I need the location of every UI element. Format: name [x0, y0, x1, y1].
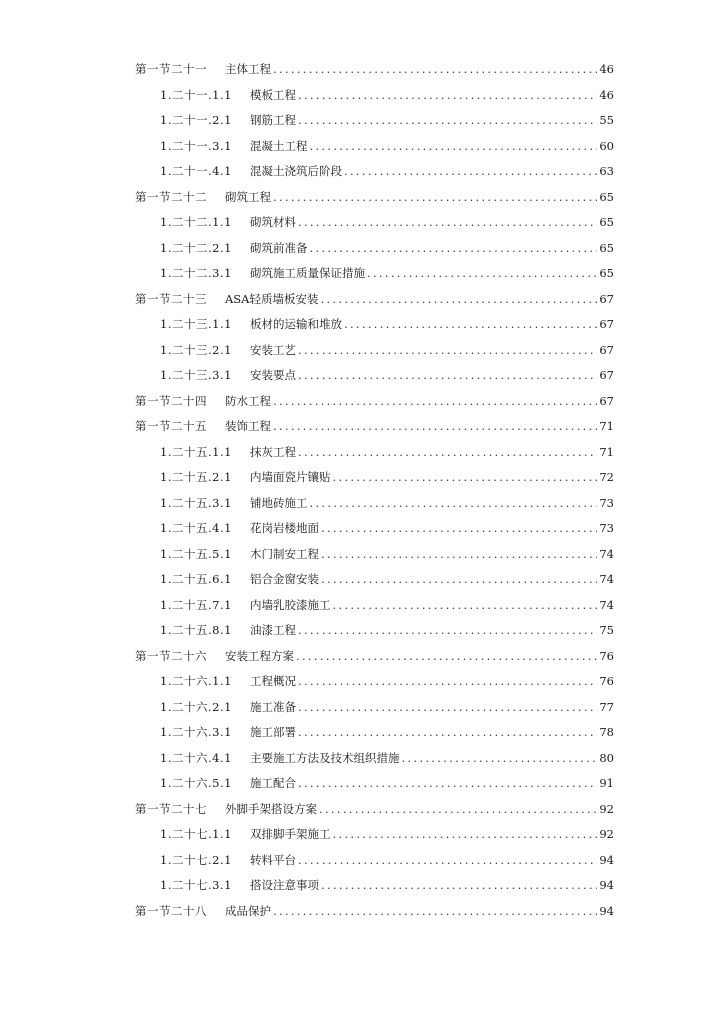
toc-entry-page-number: 65: [599, 189, 614, 204]
toc-entry-page-number: 92: [599, 801, 614, 816]
toc-entry-number: 第一节二十六: [135, 648, 207, 663]
toc-subsection-entry[interactable]: [0, 109, 724, 135]
toc-entry-title: 成品保护: [225, 903, 271, 918]
toc-entry-page-number: 94: [599, 878, 614, 892]
toc-entry-body: [250, 880, 614, 892]
toc-entry-page-number: 74: [599, 597, 614, 612]
toc-entry-number: 1.二十五.7.1: [160, 597, 232, 612]
toc-entry-title: 内墙乳胶漆施工: [250, 597, 331, 612]
dot-leader: [310, 141, 598, 153]
toc-entry-page-number: 76: [599, 648, 614, 663]
toc-entry-body: [250, 852, 614, 867]
toc-subsection-entry[interactable]: [0, 262, 724, 288]
toc-entry-body: [250, 750, 614, 765]
toc-entry-title: 混凝土工程: [250, 138, 308, 153]
toc-entry-body: [250, 778, 614, 790]
toc-entry-body: [225, 421, 614, 433]
toc-entry-body: [250, 523, 614, 535]
toc-entry-title: 工程概况: [250, 674, 296, 688]
toc-subsection-entry[interactable]: [0, 849, 724, 875]
dot-leader: [321, 574, 597, 586]
toc-entry-number: 1.二十一.3.1: [160, 138, 232, 153]
dot-leader: [298, 345, 597, 357]
dot-leader: [333, 829, 598, 841]
toc-entry-page-number: 67: [599, 342, 614, 357]
toc-entry-title: 砌筑施工质量保证措施: [250, 266, 365, 280]
toc-entry-title: 砌筑材料: [250, 215, 296, 229]
toc-entry-page-number: 67: [599, 393, 614, 408]
toc-entry-title: 外脚手架搭设方案: [225, 801, 317, 816]
toc-subsection-entry[interactable]: [0, 339, 724, 365]
toc-subsection-entry[interactable]: [0, 517, 724, 543]
toc-section-entry[interactable]: [0, 645, 724, 671]
toc-entry-body: [250, 727, 614, 739]
toc-entry-page-number: 74: [599, 546, 614, 561]
toc-subsection-entry[interactable]: [0, 823, 724, 849]
toc-entry-title: 砌筑工程: [225, 189, 271, 204]
toc-entry-body: [225, 648, 614, 663]
toc-entry-body: [250, 444, 614, 459]
toc-entry-page-number: 77: [599, 699, 614, 714]
dot-leader: [298, 727, 597, 739]
toc-entry-body: [250, 546, 614, 561]
toc-entry-title: 板材的运输和堆放: [250, 317, 342, 331]
toc-entry-body: [250, 829, 614, 841]
toc-subsection-entry[interactable]: [0, 135, 724, 161]
dot-leader: [298, 702, 597, 714]
toc-subsection-entry[interactable]: [0, 441, 724, 467]
dot-leader: [298, 625, 597, 637]
toc-entry-title: 安装工程方案: [225, 648, 294, 663]
toc-subsection-entry[interactable]: [0, 237, 724, 263]
dot-leader: [298, 447, 597, 459]
dot-leader: [321, 294, 598, 306]
toc-entry-page-number: 63: [599, 164, 614, 178]
toc-entry-number: 1.二十五.8.1: [160, 623, 232, 637]
dot-leader: [402, 753, 598, 765]
toc-entry-number: 第一节二十三: [135, 291, 207, 306]
toc-entry-number: 1.二十五.6.1: [160, 572, 232, 586]
toc-entry-number: 第一节二十四: [135, 393, 207, 408]
toc-section-entry[interactable]: [0, 390, 724, 416]
toc-entry-title: 木门制安工程: [250, 546, 319, 561]
toc-entry-page-number: 67: [599, 291, 614, 306]
toc-section-entry[interactable]: [0, 186, 724, 212]
toc-entry-body: [250, 166, 614, 178]
toc-entry-body: [225, 903, 614, 918]
toc-entry-body: [250, 495, 614, 510]
toc-subsection-entry[interactable]: [0, 696, 724, 722]
toc-entry-number: 1.二十三.2.1: [160, 342, 232, 357]
toc-subsection-entry[interactable]: [0, 466, 724, 492]
toc-entry-number: 第一节二十二: [135, 189, 207, 204]
toc-entry-body: [250, 87, 614, 102]
toc-entry-page-number: 67: [599, 368, 614, 382]
toc-entry-page-number: 74: [599, 572, 614, 586]
table-of-contents: [0, 58, 724, 925]
toc-subsection-entry[interactable]: [0, 211, 724, 237]
toc-entry-page-number: 65: [599, 240, 614, 255]
dot-leader: [321, 549, 597, 561]
toc-entry-title: 模板工程: [250, 87, 296, 102]
dot-leader: [321, 523, 597, 535]
toc-entry-body: [250, 217, 614, 229]
toc-entry-page-number: 71: [599, 444, 614, 459]
toc-entry-body: [250, 574, 614, 586]
dot-leader: [298, 217, 597, 229]
toc-subsection-entry[interactable]: [0, 364, 724, 390]
toc-entry-title: 主体工程: [225, 62, 271, 76]
toc-section-entry[interactable]: [0, 798, 724, 824]
toc-entry-title: 主要施工方法及技术组织措施: [250, 750, 400, 765]
dot-leader: [344, 319, 597, 331]
toc-entry-page-number: 91: [599, 776, 614, 790]
toc-entry-number: 1.二十一.1.1: [160, 87, 232, 102]
dot-leader: [273, 192, 597, 204]
toc-entry-page-number: 80: [599, 750, 614, 765]
toc-entry-page-number: 78: [599, 725, 614, 739]
toc-entry-body: [250, 699, 614, 714]
dot-leader: [298, 855, 597, 867]
toc-entry-body: [225, 291, 614, 306]
toc-entry-page-number: 71: [599, 419, 614, 433]
toc-subsection-entry[interactable]: [0, 543, 724, 569]
toc-entry-page-number: 65: [599, 215, 614, 229]
toc-entry-title: 施工部署: [250, 725, 296, 739]
toc-entry-page-number: 75: [599, 623, 614, 637]
toc-entry-body: [250, 319, 614, 331]
toc-subsection-entry[interactable]: [0, 670, 724, 696]
toc-entry-title: 防水工程: [225, 393, 271, 408]
toc-entry-page-number: 46: [599, 87, 614, 102]
toc-entry-body: [225, 64, 614, 76]
dot-leader: [273, 421, 597, 433]
toc-entry-page-number: 46: [599, 62, 614, 76]
toc-entry-number: 1.二十七.2.1: [160, 852, 232, 867]
toc-entry-number: 1.二十一.2.1: [160, 113, 232, 127]
toc-entry-number: 1.二十二.1.1: [160, 215, 232, 229]
toc-entry-number: 1.二十二.2.1: [160, 240, 232, 255]
toc-section-entry[interactable]: [0, 288, 724, 314]
toc-entry-number: 1.二十六.1.1: [160, 674, 232, 688]
toc-section-entry[interactable]: [0, 415, 724, 441]
toc-subsection-entry[interactable]: [0, 874, 724, 900]
toc-entry-number: 1.二十六.2.1: [160, 699, 232, 714]
toc-entry-page-number: 72: [599, 470, 614, 484]
toc-entry-body: [250, 472, 614, 484]
toc-entry-title: 钢筋工程: [250, 113, 296, 127]
toc-entry-body: [250, 138, 614, 153]
dot-leader: [273, 64, 597, 76]
toc-entry-number: 1.二十六.5.1: [160, 776, 232, 790]
toc-entry-number: 1.二十五.4.1: [160, 521, 232, 535]
toc-entry-number: 1.二十五.5.1: [160, 546, 232, 561]
dot-leader: [310, 243, 598, 255]
toc-entry-number: 1.二十六.4.1: [160, 750, 232, 765]
toc-subsection-entry[interactable]: [0, 568, 724, 594]
toc-entry-title: 抹灰工程: [250, 444, 296, 459]
toc-entry-number: 1.二十六.3.1: [160, 725, 232, 739]
toc-entry-number: 1.二十五.2.1: [160, 470, 232, 484]
toc-entry-number: 1.二十一.4.1: [160, 164, 232, 178]
toc-entry-title: 双排脚手架施工: [250, 827, 331, 841]
toc-section-entry[interactable]: [0, 900, 724, 926]
toc-entry-body: [250, 370, 614, 382]
toc-subsection-entry[interactable]: [0, 160, 724, 186]
toc-entry-page-number: 60: [599, 138, 614, 153]
toc-entry-body: [250, 268, 614, 280]
dot-leader: [333, 472, 598, 484]
toc-entry-title: ASA轻质墙板安装: [225, 291, 319, 306]
toc-entry-page-number: 73: [599, 521, 614, 535]
toc-section-entry[interactable]: [0, 58, 724, 84]
dot-leader: [273, 396, 597, 408]
toc-entry-page-number: 92: [599, 827, 614, 841]
toc-entry-title: 施工配合: [250, 776, 296, 790]
toc-subsection-entry[interactable]: [0, 594, 724, 620]
dot-leader: [298, 778, 597, 790]
toc-entry-title: 铺地砖施工: [250, 495, 308, 510]
dot-leader: [333, 600, 598, 612]
dot-leader: [321, 880, 597, 892]
dot-leader: [298, 370, 597, 382]
toc-entry-page-number: 67: [599, 317, 614, 331]
toc-entry-number: 1.二十二.3.1: [160, 266, 232, 280]
toc-subsection-entry[interactable]: [0, 313, 724, 339]
dot-leader: [344, 166, 597, 178]
toc-entry-body: [225, 393, 614, 408]
toc-entry-title: 搭设注意事项: [250, 878, 319, 892]
toc-entry-body: [250, 625, 614, 637]
toc-entry-body: [250, 240, 614, 255]
toc-entry-number: 1.二十三.3.1: [160, 368, 232, 382]
dot-leader: [310, 498, 598, 510]
toc-entry-body: [250, 676, 614, 688]
toc-entry-title: 砌筑前准备: [250, 240, 308, 255]
toc-entry-body: [250, 342, 614, 357]
toc-entry-title: 油漆工程: [250, 623, 296, 637]
toc-subsection-entry[interactable]: [0, 84, 724, 110]
toc-entry-number: 第一节二十一: [135, 62, 207, 76]
toc-entry-title: 安装工艺: [250, 342, 296, 357]
dot-leader: [273, 906, 597, 918]
toc-entry-number: 1.二十七.1.1: [160, 827, 232, 841]
dot-leader: [298, 90, 597, 102]
toc-entry-number: 1.二十五.1.1: [160, 444, 232, 459]
toc-entry-number: 1.二十五.3.1: [160, 495, 232, 510]
toc-entry-number: 第一节二十七: [135, 801, 207, 816]
toc-entry-page-number: 73: [599, 495, 614, 510]
toc-entry-page-number: 65: [599, 266, 614, 280]
toc-entry-number: 1.二十七.3.1: [160, 878, 232, 892]
toc-subsection-entry[interactable]: [0, 772, 724, 798]
toc-entry-page-number: 94: [599, 852, 614, 867]
toc-entry-title: 内墙面瓷片镶贴: [250, 470, 331, 484]
toc-entry-body: [250, 597, 614, 612]
toc-entry-number: 1.二十三.1.1: [160, 317, 232, 331]
toc-entry-number: 第一节二十八: [135, 903, 207, 918]
toc-entry-body: [225, 189, 614, 204]
dot-leader: [367, 268, 597, 280]
toc-subsection-entry[interactable]: [0, 492, 724, 518]
toc-subsection-entry[interactable]: [0, 619, 724, 645]
dot-leader: [296, 651, 597, 663]
toc-entry-page-number: 94: [599, 903, 614, 918]
toc-entry-title: 花岗岩楼地面: [250, 521, 319, 535]
dot-leader: [298, 676, 597, 688]
toc-entry-title: 铝合金窗安装: [250, 572, 319, 586]
toc-entry-title: 安装要点: [250, 368, 296, 382]
toc-entry-page-number: 55: [599, 113, 614, 127]
dot-leader: [319, 804, 597, 816]
toc-subsection-entry[interactable]: [0, 721, 724, 747]
toc-entry-title: 装饰工程: [225, 419, 271, 433]
toc-entry-body: [225, 801, 614, 816]
toc-entry-body: [250, 115, 614, 127]
toc-entry-title: 施工准备: [250, 699, 296, 714]
toc-entry-number: 第一节二十五: [135, 419, 207, 433]
dot-leader: [298, 115, 597, 127]
toc-subsection-entry[interactable]: [0, 747, 724, 773]
toc-entry-page-number: 76: [599, 674, 614, 688]
toc-entry-title: 混凝土浇筑后阶段: [250, 164, 342, 178]
toc-entry-title: 转料平台: [250, 852, 296, 867]
